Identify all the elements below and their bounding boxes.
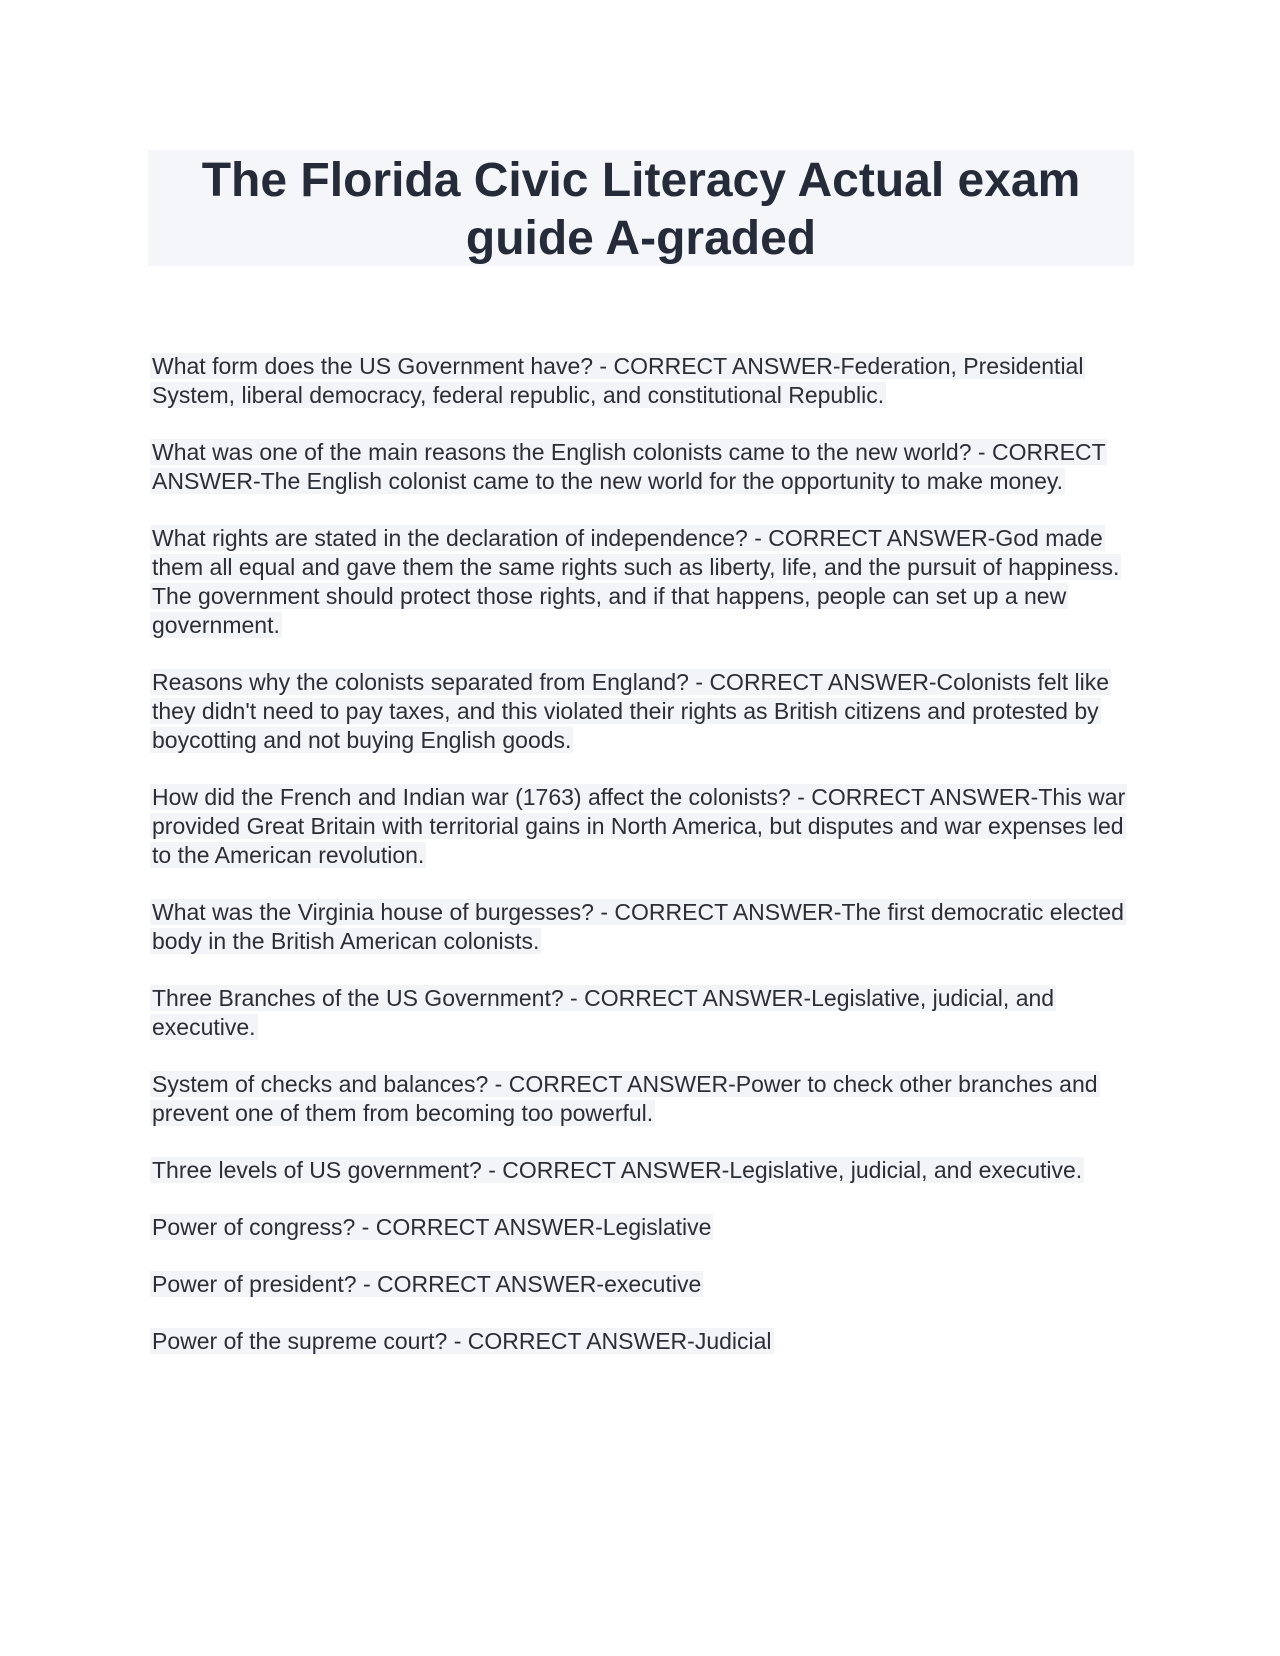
answer-text: CORRECT ANSWER-Federation, Presidential System, liberal democracy, federal republic, and constitutional Republic.	[152, 353, 1084, 408]
separator: -	[488, 1071, 509, 1097]
answer-text: CORRECT ANSWER-Legislative	[375, 1214, 712, 1240]
qa-item	[150, 1156, 1140, 1185]
qa-list	[150, 352, 1140, 1384]
title-banner	[148, 150, 1134, 266]
qa-item	[150, 1070, 1140, 1128]
answer-text: CORRECT ANSWER-Colonists felt like they didn't need to pay taxes, and this violated their rights as British citizens and protested by boycotting and not buying English goods.	[152, 669, 1110, 753]
separator: -	[971, 439, 992, 465]
qa-item	[150, 352, 1140, 410]
separator: -	[790, 784, 812, 810]
qa-item	[150, 524, 1140, 640]
separator: -	[355, 1214, 376, 1240]
answer-text: CORRECT ANSWER-The English colonist came to the new world for the opportunity to make money.	[152, 439, 1106, 494]
separator: -	[593, 899, 615, 925]
separator: -	[747, 525, 769, 551]
answer-text: CORRECT ANSWER-executive	[377, 1271, 702, 1297]
question-text: Power of president?	[152, 1271, 357, 1297]
question-text: What form does the US Government have?	[152, 353, 594, 379]
question-text: Power of congress?	[152, 1214, 356, 1240]
qa-item	[150, 1213, 1140, 1242]
question-text: What was the Virginia house of burgesses?	[152, 899, 594, 925]
qa-item	[150, 1270, 1140, 1299]
question-text: What rights are stated in the declaration of independence?	[152, 525, 748, 551]
answer-text: CORRECT ANSWER-God made them all equal and gave them the same rights such as liberty, life, and the pursuit of happiness. The government should protect those rights, and if that happens, people can set up a new government.	[152, 525, 1120, 638]
question-text: Three levels of US government?	[152, 1157, 482, 1183]
separator: -	[563, 985, 585, 1011]
separator: -	[447, 1328, 468, 1354]
qa-item	[150, 1327, 1140, 1356]
qa-item	[150, 898, 1140, 956]
question-text: Three Branches of the US Government?	[152, 985, 564, 1011]
question-text: How did the French and Indian war (1763) affect the colonists?	[152, 784, 791, 810]
answer-text: CORRECT ANSWER-Legislative, judicial, and executive.	[502, 1157, 1083, 1183]
answer-text: CORRECT ANSWER-Power to check other branches and prevent one of them from becoming too powerful.	[152, 1071, 1098, 1126]
answer-text: CORRECT ANSWER-Legislative, judicial, and executive.	[152, 985, 1055, 1040]
answer-text: CORRECT ANSWER-The first democratic elected body in the British American colonists.	[152, 899, 1124, 954]
separator: -	[356, 1271, 378, 1297]
qa-item	[150, 668, 1140, 755]
question-text: System of checks and balances?	[152, 1071, 489, 1097]
answer-text: CORRECT ANSWER-This war provided Great Britain with territorial gains in North America, but disputes and war expenses led to the American revolution.	[152, 784, 1126, 868]
qa-item	[150, 438, 1140, 496]
question-text: What was one of the main reasons the English colonists came to the new world?	[152, 439, 972, 465]
question-text: Reasons why the colonists separated from England?	[152, 669, 689, 695]
document-title: The Florida Civic Literacy Actual exam guide A-graded	[201, 154, 1081, 265]
separator: -	[688, 669, 710, 695]
separator: -	[481, 1157, 503, 1183]
qa-item	[150, 783, 1140, 870]
qa-item	[150, 984, 1140, 1042]
separator: -	[593, 353, 614, 379]
question-text: Power of the supreme court?	[152, 1328, 448, 1354]
answer-text: CORRECT ANSWER-Judicial	[467, 1328, 772, 1354]
